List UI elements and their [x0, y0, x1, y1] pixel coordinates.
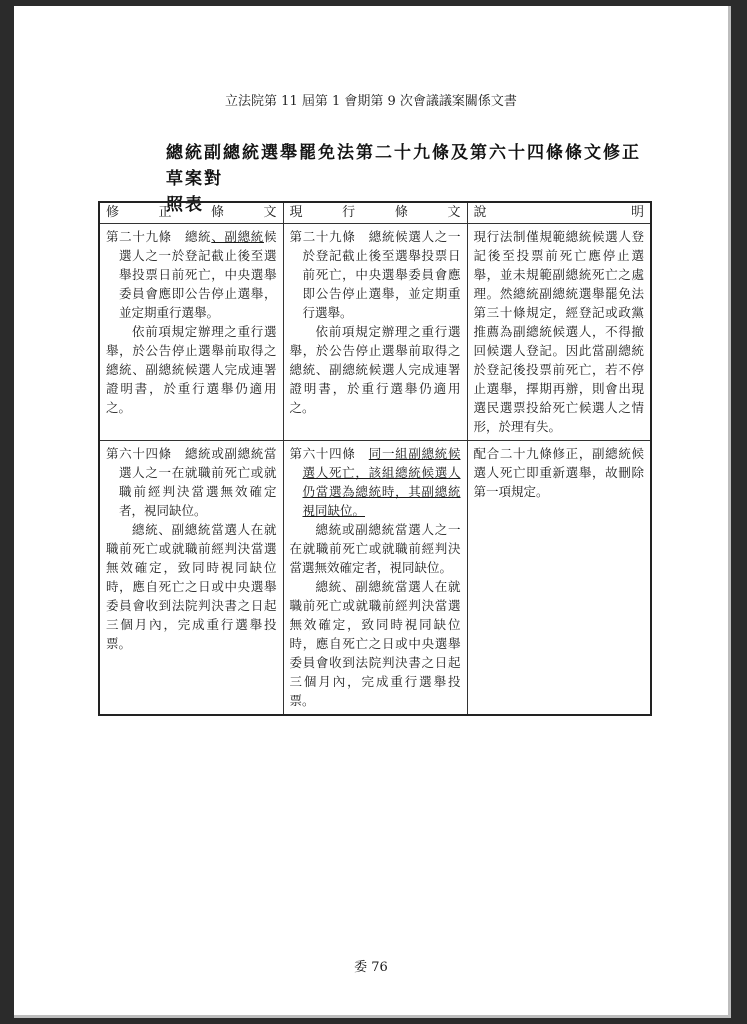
table-row [99, 224, 651, 441]
header-amended: 修 正 條 文 [99, 202, 283, 224]
amended-64-para-2: 總統、副總統當選人在就職前死亡或就職前經判決當選無效確定，致同時視同缺位時，應自死亡之日或中央選舉委員會收到法院判決書之日起三個月內，完成重行選舉投票。 [106, 522, 277, 651]
amended-64-para-1: 第六十四條 總統或副總統當選人之一在就職前死亡或就職前經判決當選無效確定者，視同缺位。 [106, 446, 277, 518]
page-number: 委 76 [354, 960, 388, 975]
amended-29-para-1: 第二十九條 總統、副總統候選人之一於登記截止後至選舉投票日前死亡，中央選舉委員會應即公告停止選舉，並定期重行選舉。 [106, 229, 277, 320]
title-line-1: 總統副總統選舉罷免法第二十九條及第六十四條條文修正草案對 [166, 143, 641, 189]
current-64-para-3: 總統、副總統當選人在就職前死亡或就職前經判決當選無效確定，致同時視同缺位時，應自死亡之日或中央選舉委員會收到法院判決書之日起三個月內，完成重行選舉投票。 [289, 579, 461, 708]
cell-explanation-article-64 [467, 441, 651, 716]
explanation-29-text: 現行法制僅規範總統候選人登記後至投票前死亡應停止選舉，並未規範副總統死亡之處理。然總統副總統選舉罷免法第三十條規定，經登記或政黨推薦為副總統候選人，不得撤回候選人登記。因此當副總統於登記後投票前死亡，若不停止選舉，擇期再辦，則會出現選民選票投給死亡候選人之情形，於理有失。 [473, 229, 644, 434]
table-header-row [99, 202, 651, 224]
explanation-64-text: 配合二十九條修正，副總統候選人死亡即重新選舉，故刪除第一項規定。 [473, 446, 644, 499]
current-64-para-1: 第六十四條 同一組副總統候選人死亡，該組總統候選人仍當選為總統時，其副總統視同缺位。 [289, 446, 461, 518]
comparison-table [98, 201, 652, 716]
cell-amended-article-64 [99, 441, 283, 716]
cell-explanation-article-29 [467, 224, 651, 441]
header-explanation: 說 明 [467, 202, 651, 224]
cell-amended-article-29 [99, 224, 283, 441]
header-current: 現 行 條 文 [283, 202, 467, 224]
running-header: 立法院第 11 屆第 1 會期第 9 次會議議案關係文書 [225, 94, 517, 109]
current-64-para-2: 總統或副總統當選人之一在就職前死亡或就職前經判決當選無效確定者，視同缺位。 [289, 522, 461, 575]
current-29-para-1: 第二十九條 總統候選人之一於登記截止後至選舉投票日前死亡，中央選舉委員會應即公告停止選舉，並定期重行選舉。 [289, 229, 461, 320]
title-line-2: 照表 [166, 195, 204, 215]
document-page [14, 6, 731, 1018]
cell-current-article-29 [283, 224, 467, 441]
cell-current-article-64 [283, 441, 467, 716]
amended-29-para-2: 依前項規定辦理之重行選舉，於公告停止選舉前取得之總統、副總統候選人完成連署證明書，於重行選舉仍適用之。 [106, 324, 277, 415]
table-row [99, 441, 651, 716]
current-29-para-2: 依前項規定辦理之重行選舉，於公告停止選舉前取得之總統、副總統候選人完成連署證明書，於重行選舉仍適用之。 [289, 324, 461, 415]
